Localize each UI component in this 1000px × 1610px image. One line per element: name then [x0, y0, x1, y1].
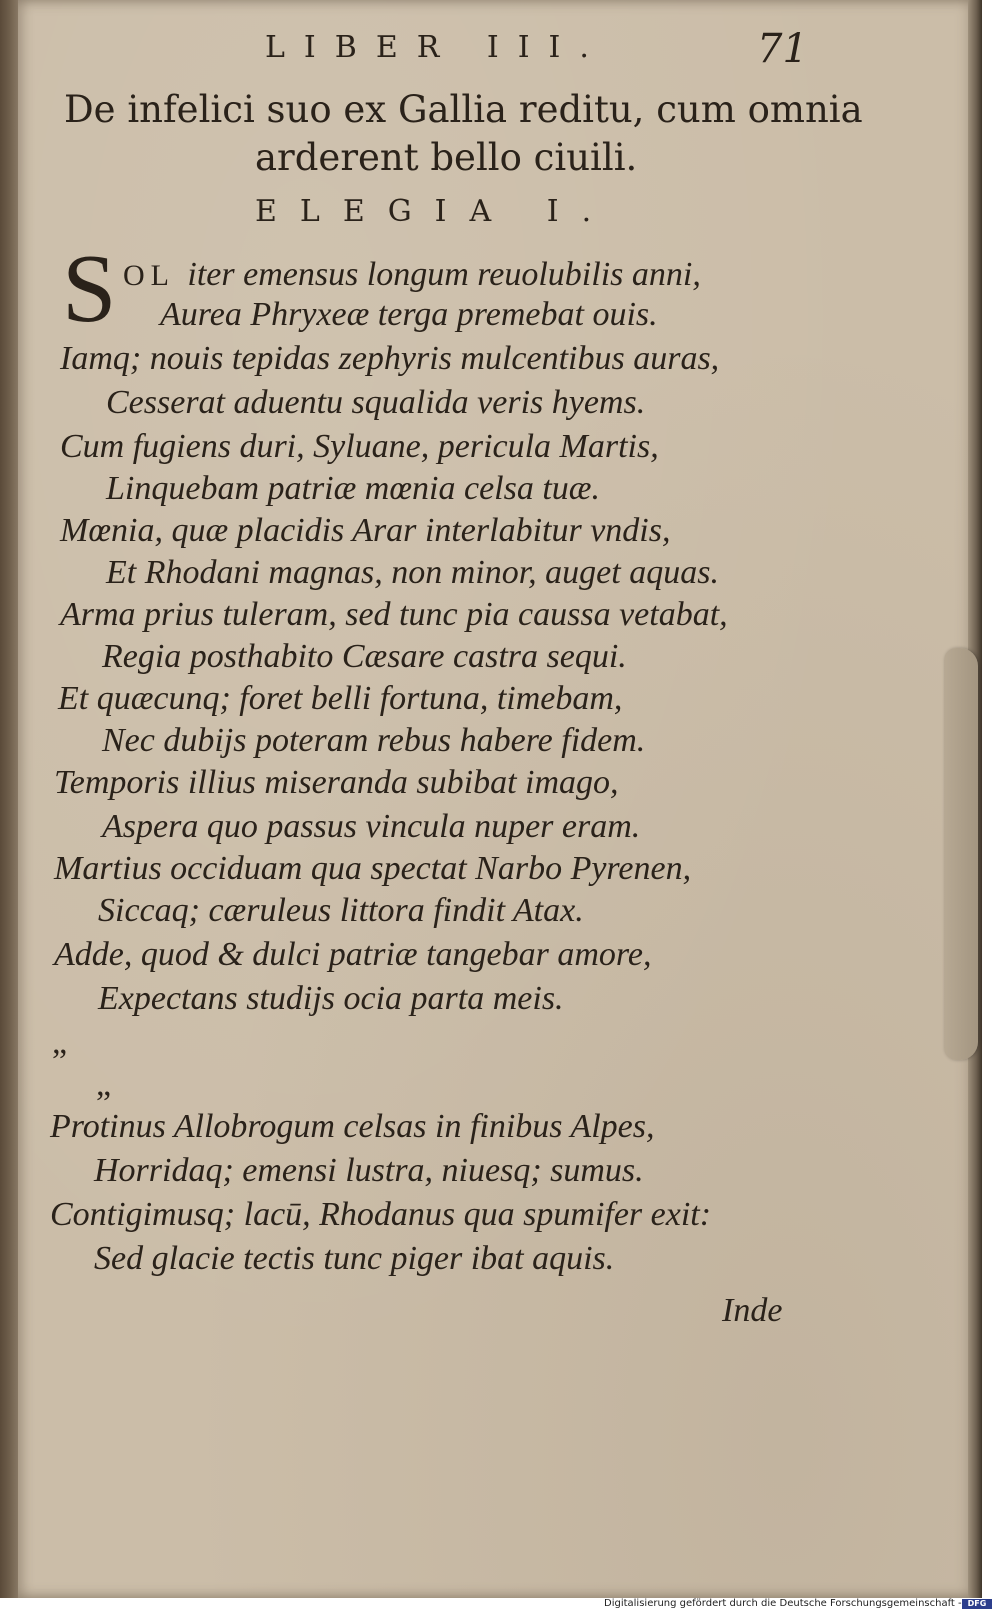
first-verse-rest: iter emensus longum reuolubilis anni, [187, 256, 701, 293]
verse-line: Aspera quo passus vincula nuper eram. [102, 808, 641, 845]
elegy-heading: ELEGIA I. [255, 194, 615, 229]
quotation-mark: „ [96, 1066, 112, 1103]
digitization-credit: Digitalisierung gefördert durch die Deutsche Forschungsgemeinschaft - [604, 1598, 962, 1609]
verse-line: Arma prius tuleram, sed tunc pia caussa vetabat, [60, 596, 728, 633]
verse-line: Iamq; nouis tepidas zephyris mulcentibus auras, [60, 340, 720, 377]
quotation-mark: „ [52, 1024, 68, 1061]
verse-line: Contigimusq; lacū, Rhodanus qua spumifer exit: [50, 1196, 712, 1233]
verse-line: Regia posthabito Cæsare castra sequi. [102, 638, 627, 675]
poem-title-line-2: arderent bello ciuili. [255, 136, 638, 179]
first-verse-caps: OL [123, 259, 174, 292]
catchword: Inde [722, 1292, 783, 1329]
drop-cap: S [62, 235, 117, 343]
verse-line: Linquebam patriæ mœnia celsa tuæ. [106, 470, 600, 507]
verse-line: Martius occiduam qua spectat Narbo Pyrenen, [54, 850, 692, 887]
verse-line: Expectans studijs ocia parta meis. [98, 980, 564, 1017]
dfg-logo: DFG [962, 1599, 992, 1609]
poem-title-line-1: De infelici suo ex Gallia reditu, cum omnia [64, 88, 863, 131]
verse-line: Cum fugiens duri, Syluane, pericula Martis, [60, 428, 659, 465]
verse-line: Et quæcunq; foret belli fortuna, timebam, [58, 680, 623, 717]
verse-line: Siccaq; cæruleus littora findit Atax. [98, 892, 584, 929]
page-tab [944, 648, 978, 1060]
verse-line: Horridaq; emensi lustra, niuesq; sumus. [94, 1152, 644, 1189]
verse-line: Protinus Allobrogum celsas in finibus Alpes, [50, 1108, 655, 1145]
verse-line: Et Rhodani magnas, non minor, auget aquas. [106, 554, 719, 591]
verse-line: Adde, quod & dulci patriæ tangebar amore, [54, 936, 652, 973]
verse-line: Temporis illius miseranda subibat imago, [54, 764, 619, 801]
book-gutter [0, 0, 20, 1598]
verse-line: Aurea Phryxeæ terga premebat ouis. [160, 296, 658, 333]
verse-line: Nec dubijs poteram rebus habere fidem. [102, 722, 646, 759]
first-verse-line [123, 256, 701, 294]
verse-line: Mœnia, quæ placidis Arar interlabitur vndis, [60, 512, 671, 549]
verse-line: Cesserat aduentu squalida veris hyems. [106, 384, 646, 421]
verse-line: Sed glacie tectis tunc piger ibat aquis. [94, 1240, 615, 1277]
running-head: LIBER III. [265, 30, 608, 65]
page-number: 71 [757, 26, 808, 72]
